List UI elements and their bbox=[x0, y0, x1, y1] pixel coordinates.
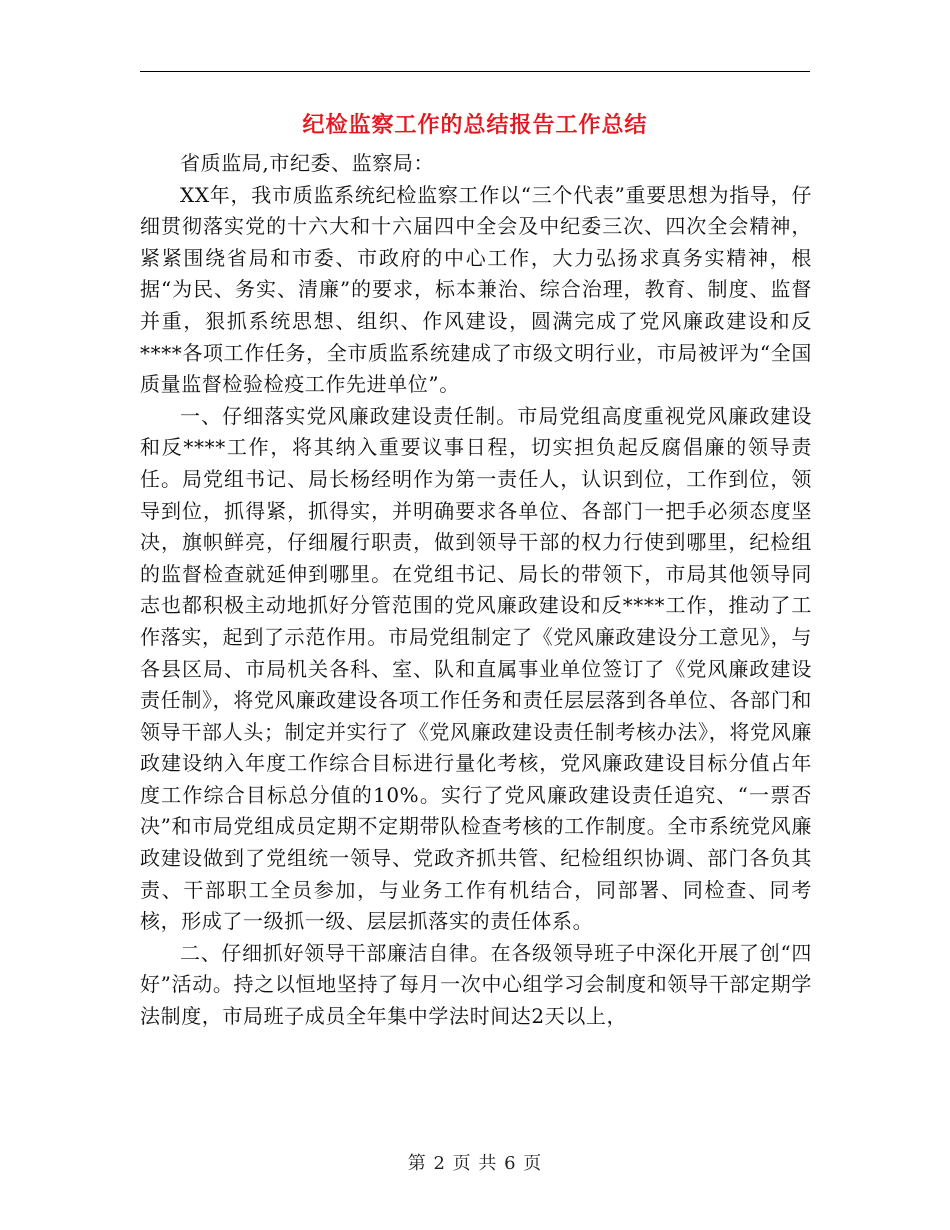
document-title: 纪检监察工作的总结报告工作总结 bbox=[302, 113, 648, 138]
page-number: 第 2 页 共 6 页 bbox=[407, 1153, 543, 1174]
document-body bbox=[140, 148, 812, 1033]
salutation-paragraph: 省质监局,市纪委、监察局： bbox=[180, 151, 435, 175]
header-rule bbox=[140, 71, 810, 72]
section-two-paragraph: 二、仔细抓好领导干部廉洁自律。在各级领导班子中深化开展了创“四好”活动。持之以恒地坚持了每月一次中心组学习会制度和领导干部定期学法制度，市局班子成员全年集中学法时间达2天以上， bbox=[140, 940, 812, 1029]
intro-paragraph: XX年，我市质监系统纪检监察工作以“三个代表”重要思想为指导，仔细贯彻落实党的十六大和十六届四中全会及中纪委三次、四次全会精神，紧紧围绕省局和市委、市政府的中心工作，大力弘扬求真务实精神，根据“为民、务实、清廉”的要求，标本兼治、综合治理，教育、制度、监督并重，狠抓系统思想、组织、作风建设，圆满完成了党风廉政建设和反****各项工作任务，全市质监系统建成了市级文明行业，市局被评为“全国质量监督检验检疫工作先进单位”。 bbox=[140, 182, 812, 397]
section-one-paragraph: 一、仔细落实党风廉政建设责任制。市局党组高度重视党风廉政建设和反****工作，将其纳入重要议事日程，切实担负起反腐倡廉的领导责任。局党组书记、局长杨经明作为第一责任人，认识到位，工作到位，领导到位，抓得紧，抓得实，并明确要求各单位、各部门一把手必须态度坚决，旗帜鲜亮，仔细履行职责，做到领导干部的权力行使到哪里，纪检组的监督检查就延伸到哪里。在党组书记、局长的带领下，市局其他领导同志也都积极主动地抓好分管范围的党风廉政建设和反****工作，推动了工作落实，起到了示范作用。市局党组制定了《党风廉政建设分工意见》，与各县区局、市局机关各科、室、队和直属事业单位签订了《党风廉政建设责任制》，将党风廉政建设各项工作任务和责任层层落到各单位、各部门和领导干部人头；制定并实行了《党风廉政建设责任制考核办法》，将党风廉政建设纳入年度工作综合目标进行量化考核，党风廉政建设目标分值占年度工作综合目标总分值的10%。实行了党风廉政建设责任追究、“一票否决”和市局党组成员定期不定期带队检查考核的工作制度。全市系统党风廉政建设做到了党组统一领导、党政齐抓共管、纪检组织协调、部门各负其责、干部职工全员参加，与业务工作有机结合，同部署、同检查、同考核，形成了一级抓一级、层层抓落实的责任体系。 bbox=[140, 403, 812, 934]
